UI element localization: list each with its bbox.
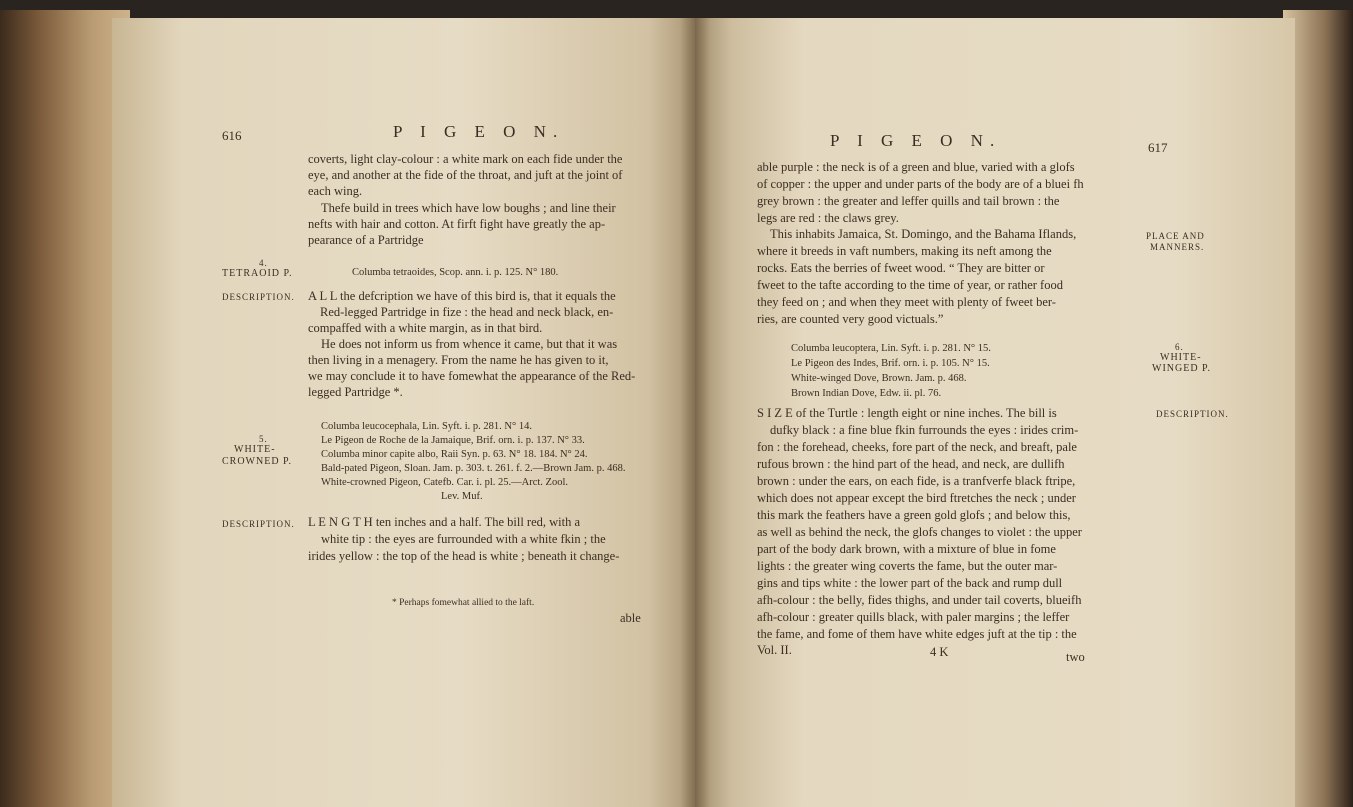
species-name: WHITE- [1160,352,1202,363]
text-line: which does not appear except the bird ftretches the neck ; under [757,491,1076,505]
running-head-left: P I G E O N. [393,122,565,141]
gutter [680,18,710,807]
synonym-line: Columba minor capite albo, Raii Syn. p. 63. N° 18. 184. N° 24. [321,449,588,460]
text-line: A L L the defcription we have of this bird is, that it equals the [308,289,616,303]
book-edge-left [0,10,130,807]
text-line: as well as behind the neck, the glofs changes to violet : the upper [757,525,1082,539]
text-line: pearance of a Partridge [308,233,424,247]
page-number-right: 617 [1148,140,1168,155]
text-line: we may conclude it to have fomewhat the appearance of the Red- [308,369,636,383]
synonym-line: Bald-pated Pigeon, Sloan. Jam. p. 303. t. 261. f. 2.—Brown Jam. p. 468. [321,463,626,474]
text-line: gins and tips white : the lower part of the back and rump dull [757,576,1063,590]
text-line: of copper : the upper and under parts of the body are of a bluei fh [757,177,1084,191]
margin-label-description: DESCRIPTION. [222,292,295,302]
signature-mark: 4 K [930,645,949,659]
footnote: * Perhaps fomewhat allied to the laft. [392,598,535,608]
page-number-left: 616 [222,128,242,143]
text-line: L E N G T H ten inches and a half. The bill red, with a [308,515,581,529]
synonym-line: Brown Indian Dove, Edw. ii. pl. 76. [791,388,942,399]
text-line: able purple : the neck is of a green and blue, varied with a glofs [757,160,1075,174]
synonym-line: Columba leucocephala, Lin. Syft. i. p. 281. N° 14. [321,421,532,432]
synonym-line: White-winged Dove, Brown. Jam. p. 468. [791,373,967,384]
margin-label-place: PLACE AND [1146,231,1205,241]
running-head-right: P I G E O N. [830,131,1002,150]
margin-label-description: DESCRIPTION. [1156,409,1229,419]
species-number: 6. [1175,342,1184,352]
text-line: dufky black : a fine blue fkin furrounds the eyes : irides crim- [770,423,1079,437]
text-line: they feed on ; and when they meet with plenty of fweet ber- [757,295,1056,309]
text-line: compaffed with a white margin, as in that bird. [308,321,543,335]
text-line: where it breeds in vaft numbers, making its neft among the [757,244,1052,258]
text-line: legs are red : the claws grey. [757,211,899,225]
text-line: ries, are counted very good victuals.” [757,312,944,326]
text-line: lights : the greater wing coverts the fame, but the outer mar- [757,559,1058,573]
species-name: CROWNED P. [222,456,293,467]
text-line: white tip : the eyes are furrounded with a white fkin ; the [321,532,606,546]
text-line: fon : the forehead, cheeks, fore part of the neck, and breaft, pale [757,440,1077,454]
text-line: Red-legged Partridge in fize : the head and neck black, en- [320,305,614,319]
volume-mark: Vol. II. [757,643,792,657]
text-line: coverts, light clay-colour : a white mark on each fide under the [308,152,623,166]
text-line: grey brown : the greater and leffer quills and tail brown : the [757,194,1060,208]
species-name: WHITE- [234,444,276,455]
text-line: then living in a menagery. From the name he has given to it, [308,353,609,367]
synonym-line: Lev. Muf. [441,491,483,502]
synonym-line: Columba tetraoides, Scop. ann. i. p. 125. N° 180. [352,267,559,278]
species-name: WINGED P. [1152,363,1211,374]
text-line: S I Z E of the Turtle : length eight or nine inches. The bill is [757,406,1057,420]
text-line: afh-colour : the belly, fides thighs, and under tail coverts, blueifh [757,593,1082,607]
text-line: rufous brown : the hind part of the head, and neck, are dullifh [757,457,1065,471]
species-number: 4. [259,258,268,268]
catchword-left: able [620,611,641,625]
synonym-line: Le Pigeon des Indes, Brif. orn. i. p. 105. N° 15. [791,358,990,369]
text-line: this mark the feathers have a green gold glofs ; and below this, [757,508,1071,522]
text-line: irides yellow : the top of the head is white ; beneath it change- [308,549,620,563]
text-line: rocks. Eats the berries of fweet wood. “ They are bitter or [757,261,1045,275]
text-line: Thefe build in trees which have low boughs ; and line their [321,201,616,215]
text-line: legged Partridge *. [308,385,403,399]
text-line: the fame, and fome of them have white edges juft at the tip : the [757,627,1077,641]
text-line: part of the body dark brown, with a mixture of blue in fome [757,542,1056,556]
text-line: afh-colour : greater quills black, with paler margins ; the leffer [757,610,1070,624]
catchword-right: two [1066,650,1085,664]
synonym-line: White-crowned Pigeon, Catefb. Car. i. pl. 25.—Arct. Zool. [321,477,568,488]
species-number: 5. [259,434,268,444]
species-name: TETRAOID P. [222,268,293,279]
text-line: This inhabits Jamaica, St. Domingo, and the Bahama Iflands, [770,227,1077,241]
margin-label-description: DESCRIPTION. [222,519,295,529]
text-line: each wing. [308,184,363,198]
synonym-line: Le Pigeon de Roche de la Jamaique, Brif. orn. i. p. 137. N° 33. [321,435,585,446]
text-line: fweet to the tafte according to the time of year, or rather food [757,278,1063,292]
synonym-line: Columba leucoptera, Lin. Syft. i. p. 281. N° 15. [791,343,991,354]
text-line: He does not inform us from whence it came, but that it was [321,337,618,351]
text-line: eye, and another at the fide of the throat, and juft at the joint of [308,168,623,182]
text-line: brown : under the ears, on each fide, is a tranfverfe black ftripe, [757,474,1076,488]
text-line: nefts with hair and cotton. At firft fight have greatly the ap- [308,217,606,231]
margin-label-manners: MANNERS. [1150,242,1205,252]
